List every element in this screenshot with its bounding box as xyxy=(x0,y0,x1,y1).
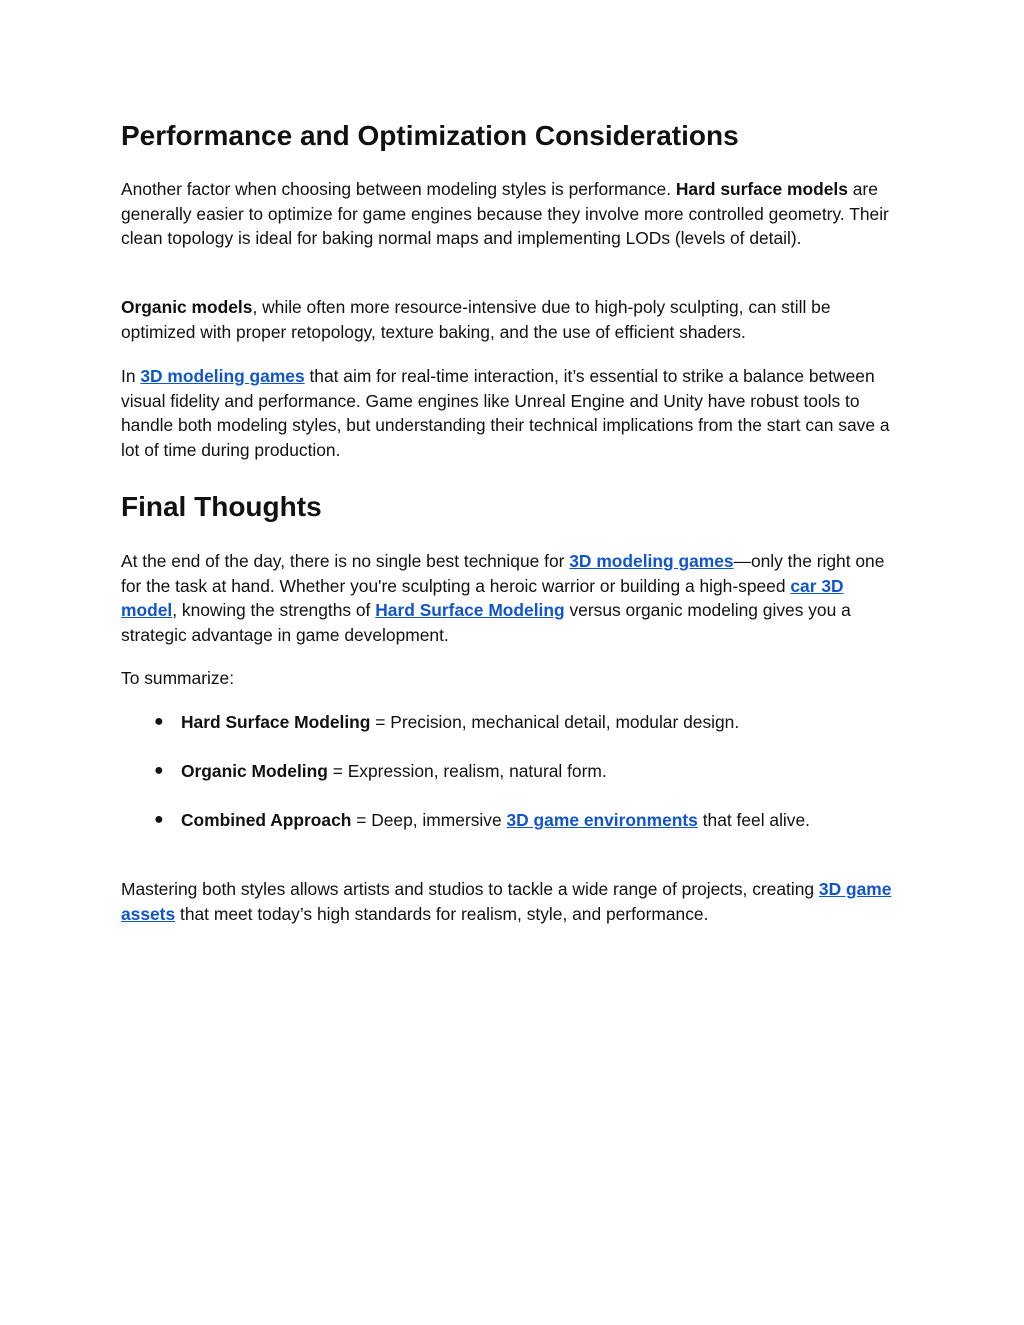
link-3d-modeling-games-2[interactable]: 3D modeling games xyxy=(569,551,734,571)
paragraph-final-intro: At the end of the day, there is no single best technique for 3D modeling games—only the right one for the task at hand. Whether you're sculpting a heroic warrior or building a high-speed car 3D model, knowing the strengths of Hard Surface Modeling versus organic modeling gives you a strategic advantage in game development. xyxy=(121,551,885,645)
section-heading-performance: Performance and Optimization Considerations xyxy=(121,120,739,151)
bullet-bold-label: Hard Surface Modeling xyxy=(181,712,371,732)
bold-hard-surface-models: Hard surface models xyxy=(675,179,848,199)
paragraph-performance-intro: Another factor when choosing between modeling styles is performance. Hard surface models are generally easier to optimize for game engines because they involve more controlled geometry. Their clean topology is ideal for baking normal maps and implementing LODs (levels of detail). xyxy=(121,179,889,248)
list-item: ● Combined Approach = Deep, immersive 3D game environments that feel alive. xyxy=(121,808,921,833)
list-item: ● Hard Surface Modeling = Precision, mechanical detail, modular design. xyxy=(121,710,921,735)
bullet-bold-label: Organic Modeling xyxy=(181,761,328,781)
link-car-3d-model[interactable]: car 3D model xyxy=(121,575,844,620)
bullet-icon: ● xyxy=(154,762,164,779)
section-heading-final-thoughts: Final Thoughts xyxy=(121,491,322,522)
bullet-icon: ● xyxy=(154,811,164,828)
paragraph-mastering: Mastering both styles allows artists and studios to tackle a wide range of projects, creating 3D game assets that meet today’s high standards for realism, style, and performance. xyxy=(121,879,892,924)
link-hard-surface-modeling[interactable]: Hard Surface Modeling xyxy=(375,600,565,620)
paragraph-balance: In 3D modeling games that aim for real-time interaction, it’s essential to strike a balance between visual fidelity and performance. Game engines like Unreal Engine and Unity have robust tools to handle both modeling styles, but understanding their technical implications from the start can save a lot of time during production. xyxy=(121,366,890,460)
link-3d-game-environments[interactable]: 3D game environments xyxy=(506,810,698,830)
list-item: ● Organic Modeling = Expression, realism, natural form. xyxy=(121,759,921,784)
paragraph-to-summarize: To summarize: xyxy=(121,668,235,688)
bullet-bold-label: Combined Approach xyxy=(181,810,352,830)
bullet-icon: ● xyxy=(154,713,164,730)
link-3d-modeling-games[interactable]: 3D modeling games xyxy=(140,366,305,386)
bold-organic-models: Organic models xyxy=(121,297,253,317)
paragraph-organic-models: Organic models, while often more resource-intensive due to high-poly sculpting, can still be optimized with proper retopology, texture baking, and the use of efficient shaders. xyxy=(121,297,831,342)
link-3d-game-assets[interactable]: 3D game assets xyxy=(121,879,892,924)
